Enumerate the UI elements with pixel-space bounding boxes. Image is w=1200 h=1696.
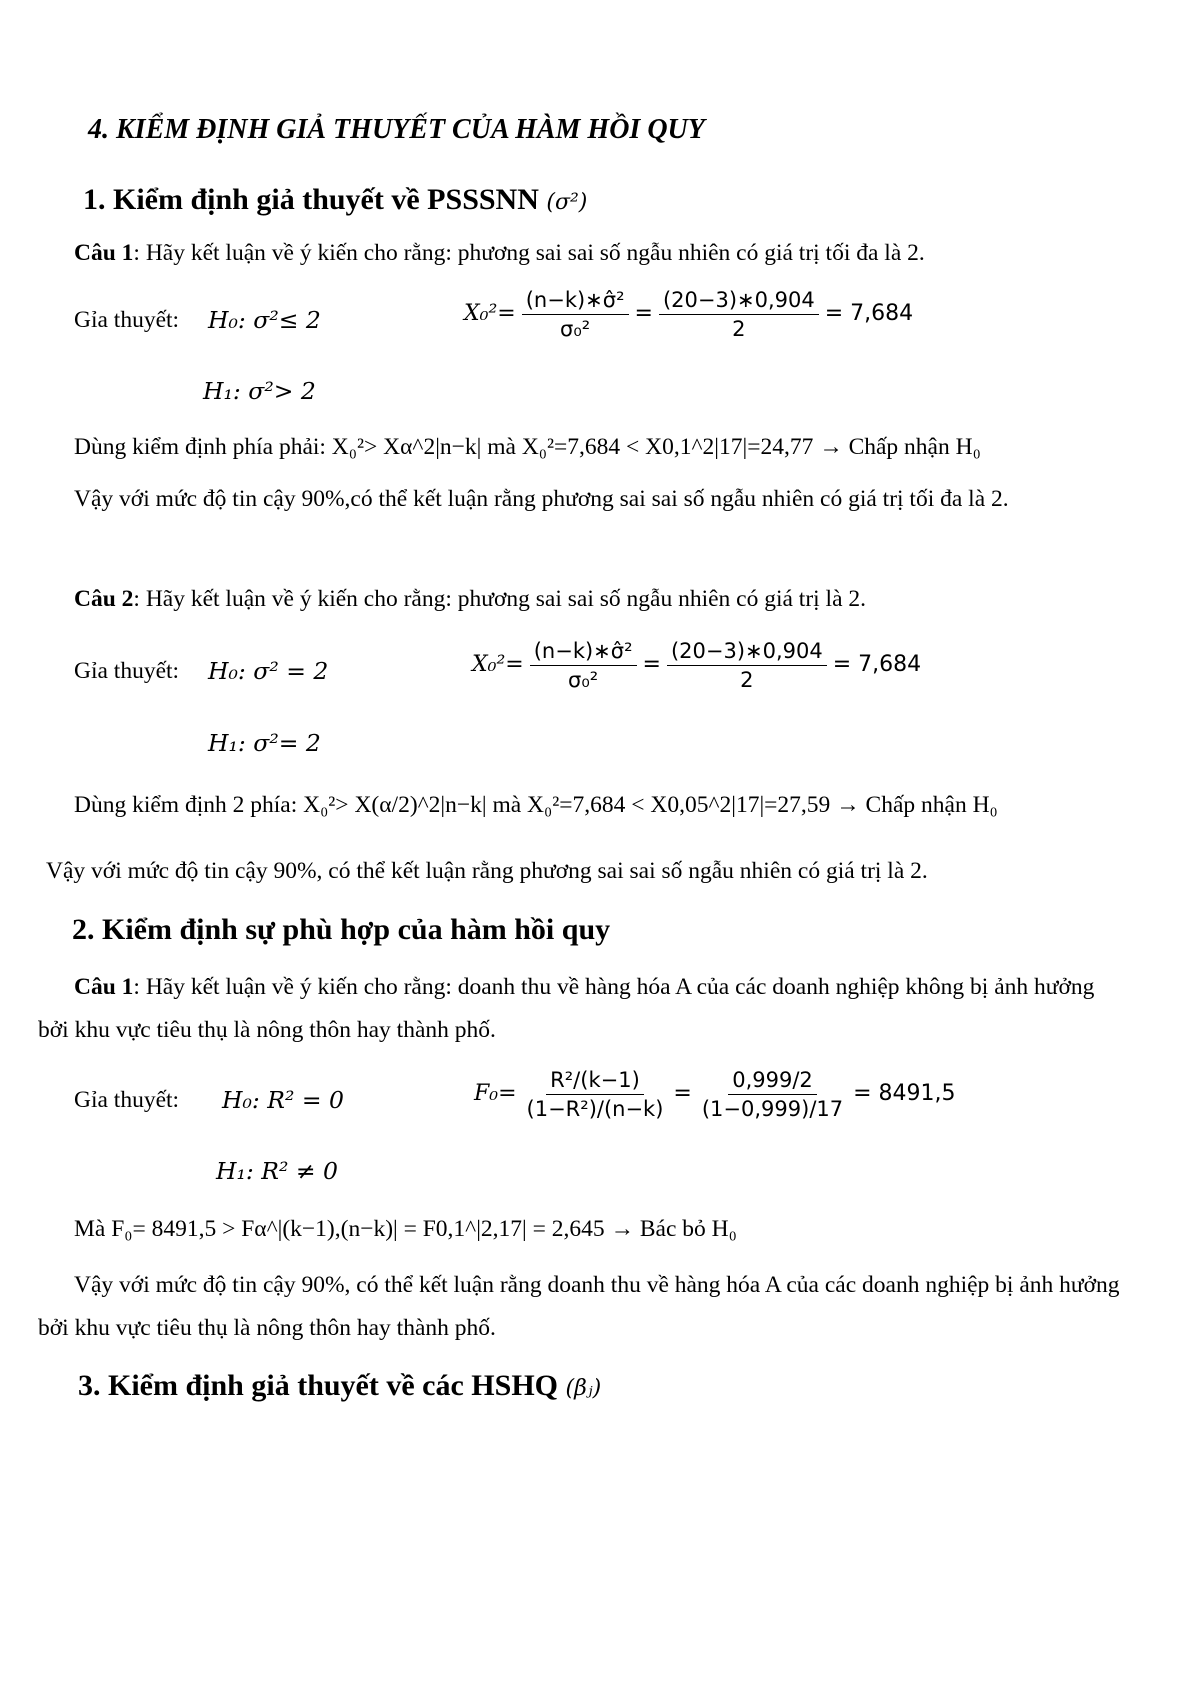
s1-q1-text: : Hãy kết luận về ý kiến cho rằng: phương sai sai số ngẫu nhiên có giá trị tối đa là 2.: [133, 240, 925, 266]
s2-q1-frac-2-num: 0,999/2: [728, 1066, 817, 1095]
s1-q1-frac-1: [522, 286, 629, 343]
s1-q1-stat-lhs: X₀²=: [464, 301, 516, 327]
s1-q2-label: Câu 2: [74, 586, 134, 612]
s1-q1-hyp-label: Gỉa thuyết:: [74, 307, 180, 333]
s1-q1-frac-1-num: (n−k)∗σ̂²: [522, 286, 629, 315]
section-2-title: 2. Kiểm định sự phù hợp của hàm hồi quy: [72, 913, 611, 946]
s2-q1-text: : Hãy kết luận về ý kiến cho rằng: doanh thu về hàng hóa A của các doanh nghiệp không bị ảnh hưởng bởi khu vực tiêu thụ là nông thôn hay thành phố.: [38, 974, 1095, 1043]
s2-q1-stat-lhs: F₀=: [474, 1081, 517, 1107]
s2-q1-frac-2: [698, 1066, 847, 1123]
s1-q1-h1: H₁: σ²> 2: [203, 377, 316, 405]
s2-q1-test-line: Mà F₀= 8491,5 > Fα^|(k−1),(n−k)| = F0,1^|2,17| = 2,645 → Bác bỏ H₀: [74, 1216, 737, 1242]
s1-q1-stat-result: = 7,684: [824, 301, 914, 327]
section-1-title: [83, 180, 587, 219]
s1-q2-frac-1-den: σ₀²: [568, 668, 599, 692]
s1-q2-stat-result: = 7,684: [832, 652, 922, 678]
s1-q2-h0: H₀: σ² = 2: [208, 657, 329, 685]
s1-q2-frac-1-num: (n−k)∗σ̂²: [530, 637, 637, 666]
section-3-title: [78, 1366, 601, 1405]
s2-q1-stat-result: = 8491,5: [853, 1081, 956, 1107]
s2-q1-frac-2-den: (1−0,999)/17: [701, 1097, 844, 1121]
s1-q1-conclusion: Vậy với mức độ tin cậy 90%,có thể kết luận rằng phương sai sai số ngẫu nhiên có giá trị tối đa là 2.: [74, 486, 1009, 512]
s1-q2-frac-2-num: (20−3)∗0,904: [667, 637, 827, 666]
s2-q1-hyp-label: Gỉa thuyết:: [74, 1087, 180, 1113]
s1-q1-test-line: Dùng kiểm định phía phải: X₀²> Xα^2|n−k| mà X₀²=7,684 < X0,1^2|17|=24,77 → Chấp nhận H₀: [74, 434, 981, 460]
s2-q1-frac-1: [523, 1066, 668, 1123]
s1-q2-hyp-label: Gỉa thuyết:: [74, 658, 180, 684]
equals-sign: =: [634, 301, 653, 327]
equals-sign: =: [642, 652, 661, 678]
s2-q1-conclusion: Vậy với mức độ tin cậy 90%, có thể kết luận rằng doanh thu về hàng hóa A của các doanh nghiệp bị ảnh hưởng bởi khu vực tiêu thụ là nông thôn hay thành phố.: [38, 1272, 1120, 1341]
s2-q1-frac-1-den: (1−R²)/(n−k): [526, 1097, 664, 1121]
equals-sign: =: [673, 1081, 692, 1107]
s2-q1-label: Câu 1: [74, 974, 134, 1000]
section-1-title-text: 1. Kiểm định giả thuyết về PSSSNN: [83, 183, 539, 216]
s2-q1-frac-1-num: R²/(k−1): [546, 1066, 644, 1095]
s1-q2-stat-lhs: X₀²=: [472, 652, 524, 678]
s1-q1-frac-1-den: σ₀²: [560, 317, 591, 341]
s1-q2-conclusion: Vậy với mức độ tin cậy 90%, có thể kết luận rằng phương sai sai số ngẫu nhiên có giá trị là 2.: [46, 858, 928, 884]
section-3-title-text: 3. Kiểm định giả thuyết về các HSHQ: [78, 1369, 558, 1402]
s2-q1-prompt: [38, 966, 1123, 1052]
s1-q2-test-line: Dùng kiểm định 2 phía: X₀²> X(α/2)^2|n−k| mà X₀²=7,684 < X0,05^2|17|=27,59 → Chấp nhận H₀: [74, 792, 998, 818]
s2-q1-f-stat: [474, 1066, 956, 1123]
s1-q2-prompt: [74, 584, 866, 615]
s2-q1-h1: H₁: R² ≠ 0: [216, 1157, 338, 1185]
s1-q2-frac-2-den: 2: [740, 668, 754, 692]
s1-q2-frac-1: [530, 637, 637, 694]
s1-q1-prompt: [74, 238, 925, 269]
s1-q2-text: : Hãy kết luận về ý kiến cho rằng: phương sai sai số ngẫu nhiên có giá trị là 2.: [133, 586, 867, 612]
s1-q1-frac-2: [659, 286, 819, 343]
s1-q1-h0: H₀: σ²≤ 2: [208, 306, 321, 334]
s1-q1-chi-stat: [464, 286, 913, 343]
s1-q1-frac-2-den: 2: [732, 317, 746, 341]
s1-q1-label: Câu 1: [74, 240, 134, 266]
section-3-title-symbol: (βⱼ): [565, 1376, 602, 1401]
section-1-title-symbol: (σ²): [546, 190, 588, 215]
page-title: 4. KIỂM ĐỊNH GIẢ THUYẾT CỦA HÀM HỒI QUY: [88, 114, 705, 145]
s1-q2-chi-stat: [472, 637, 921, 694]
s1-q2-h1: H₁: σ²= 2: [208, 729, 321, 757]
s1-q2-frac-2: [667, 637, 827, 694]
s1-q1-frac-2-num: (20−3)∗0,904: [659, 286, 819, 315]
s2-q1-h0: H₀: R² = 0: [222, 1086, 344, 1114]
